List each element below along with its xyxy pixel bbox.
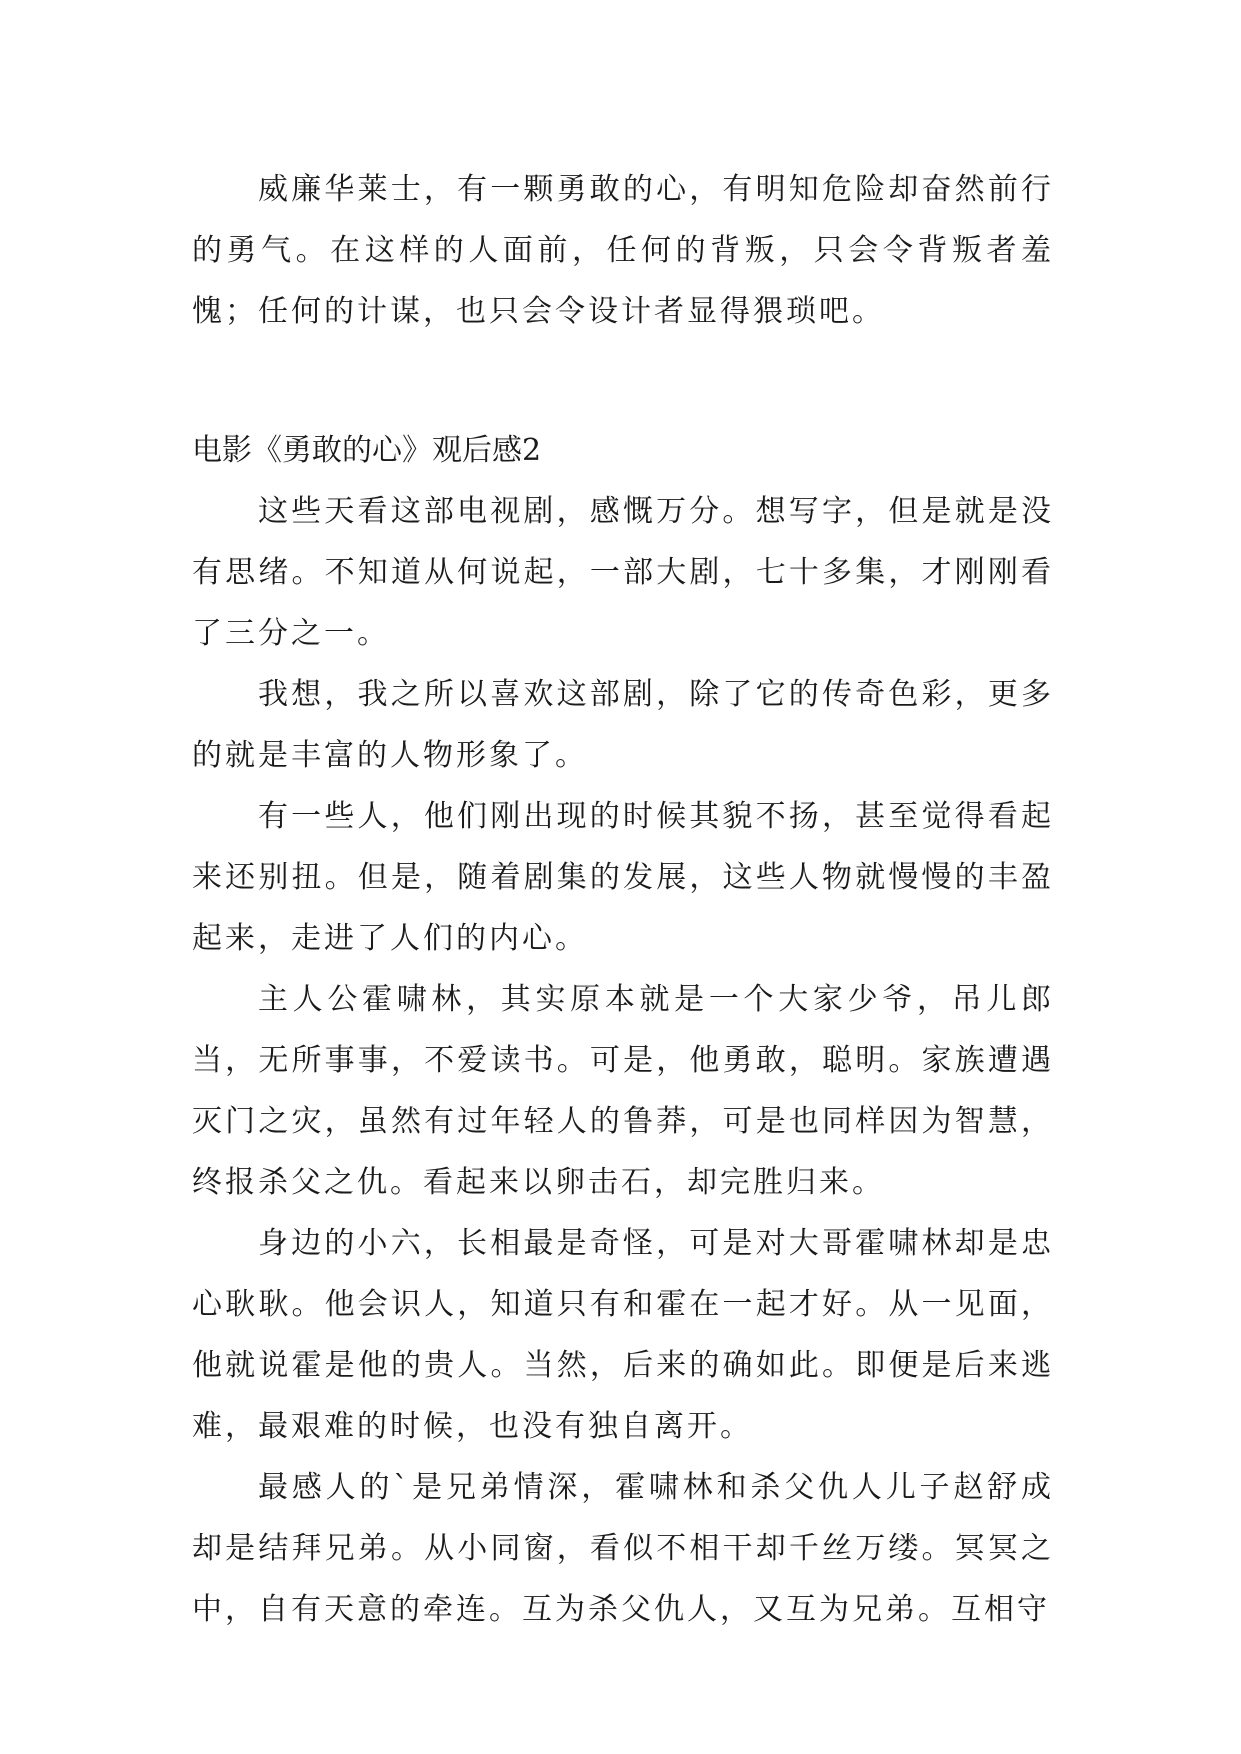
body-paragraph: 我想，我之所以喜欢这部剧，除了它的传奇色彩，更多的就是丰富的人物形象了。 xyxy=(192,677,1054,773)
body-paragraph: 这些天看这部电视剧，感慨万分。想写字，但是就是没有思绪。不知道从何说起，一部大剧，七十多集，才刚刚看了三分之一。 xyxy=(192,494,1054,651)
section-title: 电影《勇敢的心》观后感2 xyxy=(192,433,542,468)
intro-paragraph: 威廉华莱士，有一颗勇敢的心，有明知危险却奋然前行的勇气。在这样的人面前，任何的背叛，只会令背叛者羞愧；任何的计谋，也只会令设计者显得猥琐吧。 xyxy=(192,172,1054,329)
body-paragraph: 身边的小六，长相最是奇怪，可是对大哥霍啸林却是忠心耿耿。他会识人，知道只有和霍在一起才好。从一见面，他就说霍是他的贵人。当然，后来的确如此。即便是后来逃难，最艰难的时候，也没有独自离开。 xyxy=(192,1226,1054,1444)
body-paragraph: 主人公霍啸林，其实原本就是一个大家少爷，吊儿郎当，无所事事，不爱读书。可是，他勇敢，聪明。家族遭遇灭门之灾，虽然有过年轻人的鲁莽，可是也同样因为智慧，终报杀父之仇。看起来以卵击石，却完胜归来。 xyxy=(192,982,1054,1200)
section-spacer xyxy=(192,342,1054,420)
body-paragraph: 最感人的`是兄弟情深，霍啸林和杀父仇人儿子赵舒成却是结拜兄弟。从小同窗，看似不相干却千丝万缕。冥冥之中，自有天意的牵连。互为杀父仇人，又互为兄弟。互相守 xyxy=(192,1470,1054,1627)
document-body xyxy=(192,159,1054,1640)
body-paragraph: 有一些人，他们刚出现的时候其貌不扬，甚至觉得看起来还别扭。但是，随着剧集的发展，这些人物就慢慢的丰盈起来，走进了人们的内心。 xyxy=(192,799,1054,956)
